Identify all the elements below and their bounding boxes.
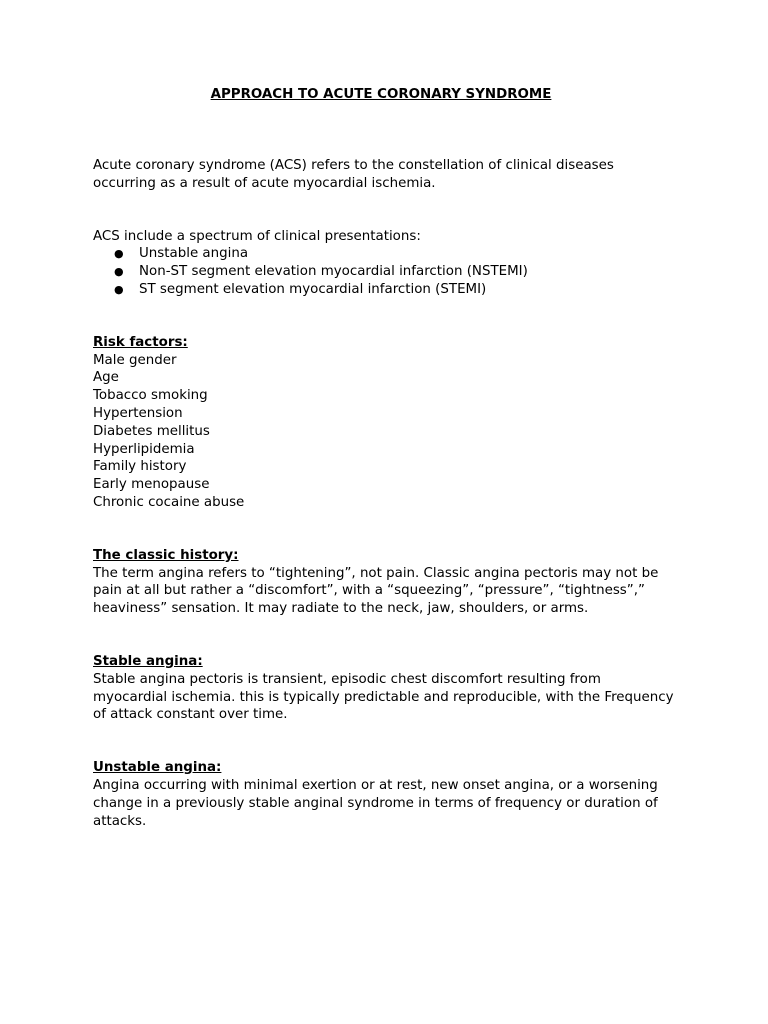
list-item: Diabetes mellitus — [93, 423, 210, 439]
list-item: Hypertension — [93, 405, 183, 421]
bullet-icon: ● — [114, 282, 124, 296]
list-item: ● Unstable angina — [114, 246, 249, 262]
unstable-angina-heading: Unstable angina: — [93, 760, 222, 776]
stable-angina-heading: Stable angina: — [93, 653, 203, 669]
acs-spectrum-list — [93, 245, 678, 298]
bullet-icon: ● — [114, 247, 124, 261]
list-item: Male gender — [93, 352, 177, 368]
list-item: Chronic cocaine abuse — [93, 494, 245, 510]
list-item: Age — [93, 370, 119, 386]
document-title: APPROACH TO ACUTE CORONARY SYNDROME — [210, 87, 552, 102]
risk-factors-heading: Risk factors: — [93, 334, 188, 350]
risk-factors-list — [93, 352, 678, 512]
document-body — [93, 157, 678, 830]
list-item: Hyperlipidemia — [93, 441, 195, 457]
stable-angina-paragraph: Stable angina pectoris is transient, episodic chest discomfort resulting from myocardial ischemia. this is typically predictable and reproducible, with the Frequency of attack constant over time. — [93, 671, 674, 723]
list-item: ● Non-ST segment elevation myocardial infarction (NSTEMI) — [114, 264, 528, 280]
intro-paragraph: Acute coronary syndrome (ACS) refers to the constellation of clinical diseases occurring as a result of acute myocardial ischemia. — [93, 158, 614, 191]
bullet-icon: ● — [114, 265, 124, 279]
list-item: ● ST segment elevation myocardial infarction (STEMI) — [114, 281, 487, 297]
list-item: Family history — [93, 459, 187, 475]
list-item: Tobacco smoking — [93, 388, 208, 404]
unstable-angina-paragraph: Angina occurring with minimal exertion or at rest, new onset angina, or a worsening change in a previously stable anginal syndrome in terms of frequency or duration of attacks. — [93, 777, 658, 829]
list-item: Early menopause — [93, 477, 210, 493]
classic-history-heading: The classic history: — [93, 547, 239, 563]
classic-history-paragraph: The term angina refers to “tightening”, not pain. Classic angina pectoris may not be pain at all but rather a “discomfort”, with a “squeezing”, “pressure”, “tightness”,” heaviness” sensation. It may radiate to the neck, jaw, shoulders, or arms. — [93, 565, 659, 617]
acs-spectrum-lead: ACS include a spectrum of clinical presentations: — [93, 228, 421, 244]
